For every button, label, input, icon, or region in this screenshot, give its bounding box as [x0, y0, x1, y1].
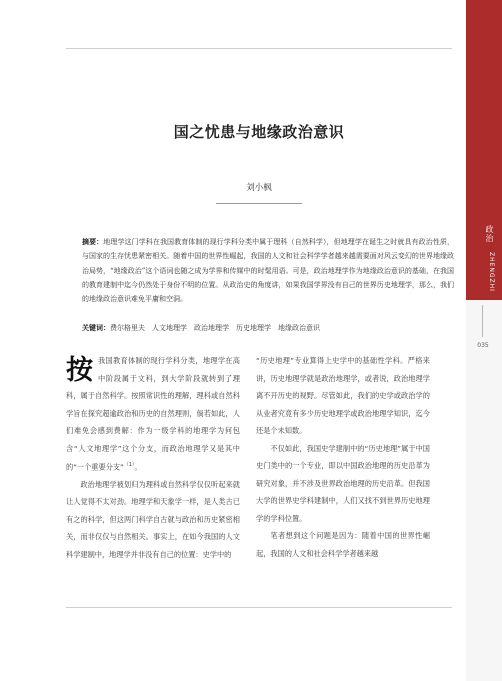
- section-name: 政治: [485, 225, 494, 243]
- keywords-label: 关键词：: [82, 324, 110, 332]
- page-number: 035: [477, 342, 489, 349]
- footer-rule: [66, 607, 452, 608]
- body-paragraph: 笔者想到这个问题是因为：随着中国的世界性崛起，我国的人文和社会科学学者越来越: [256, 531, 430, 558]
- article-title: 国之忧患与地缘政治意识: [173, 123, 345, 141]
- section-pinyin: ZHENGZHI: [488, 252, 495, 292]
- drop-cap: 按: [66, 355, 93, 386]
- body-paragraph: 政治地理学被划归为理科或自然科学仅仅听起来就让人觉得不太对劲。地理学和天象学一样，是人类古已有之的科学，但这两门科学自古就与政治和历史紧密相关，而非仅仅与自然相关。事实上，在如今我国的人文科学建制中，地理学并非没有自己的位置：史学中的: [66, 479, 240, 559]
- body-paragraph: [66, 352, 240, 476]
- page-number-rule: [482, 305, 483, 337]
- author-rule: [216, 203, 302, 204]
- body-paragraph: “历史地理”专业算得上史学中的基础性学科。严格来讲，历史地理学就是政治地理学，或者说，政治地理学离不开历史的视野。尽管如此，我们的史学或政治学的从业者究竟有多少历史地理学或政治地理学知识，迄今还是个未知数。: [256, 356, 430, 435]
- keywords: [82, 321, 454, 335]
- abstract: [82, 235, 454, 306]
- body-column-right: [256, 352, 430, 562]
- abstract-text: 地理学这门学科在我国教育体制的现行学科分类中属于理科（自然科学），但地理学在诞生之时就具有政治性质，与国家的生存忧患紧密相关。随着中国的世界性崛起，我国的人文和社会科学学者越来越需要面对风云变幻的世界地缘政治局势，“地缘政治”这个语词也随之成为学界和传媒中的时髦用语。可是，政治地理学作为地缘政治意识的基础，在我国的教育建制中迄今仍然处于身份不明的位置。从政治史的角度讲，如果我国学界没有自己的世界历史地理学，那么，我们的地缘政治意识难免平庸和空洞。: [82, 238, 455, 304]
- body-paragraph: 不仅如此，我国史学建制中的“历史地理”属于中国史门类中的一个专业，即以中国政治地理的历史沿革为研究对象，并不涉及世界政治地理的历史沿革。但我国大学的世界史学科建制中，人们又找不到世界历史地理学的学科位置。: [256, 443, 430, 523]
- keywords-text: 费尔格里夫 人文地理学 政治地理学 历史地理学 地缘政治意识: [110, 324, 320, 332]
- header-rule: [66, 48, 452, 49]
- abstract-label: 摘要：: [82, 238, 104, 246]
- article-author: 刘小枫: [246, 183, 272, 193]
- footnote-reference: （1）: [123, 462, 135, 468]
- paragraph-end: 。: [134, 462, 142, 472]
- body-column-left: [66, 352, 240, 563]
- paragraph-text: 我国教育体制的现行学科分类，地理学在高中阶段属于文科，到大学阶段就转到了理科，属于自然科学。按照常识性的理解，理科或自然科学旨在探究超逾政治和历史的自然理则，倘若如此，人们难免会感到费解：作为一级学科的地理学为何包含“人文地理学”这个分支，而政治地理学又是其中的“一个重要分支”: [66, 356, 240, 472]
